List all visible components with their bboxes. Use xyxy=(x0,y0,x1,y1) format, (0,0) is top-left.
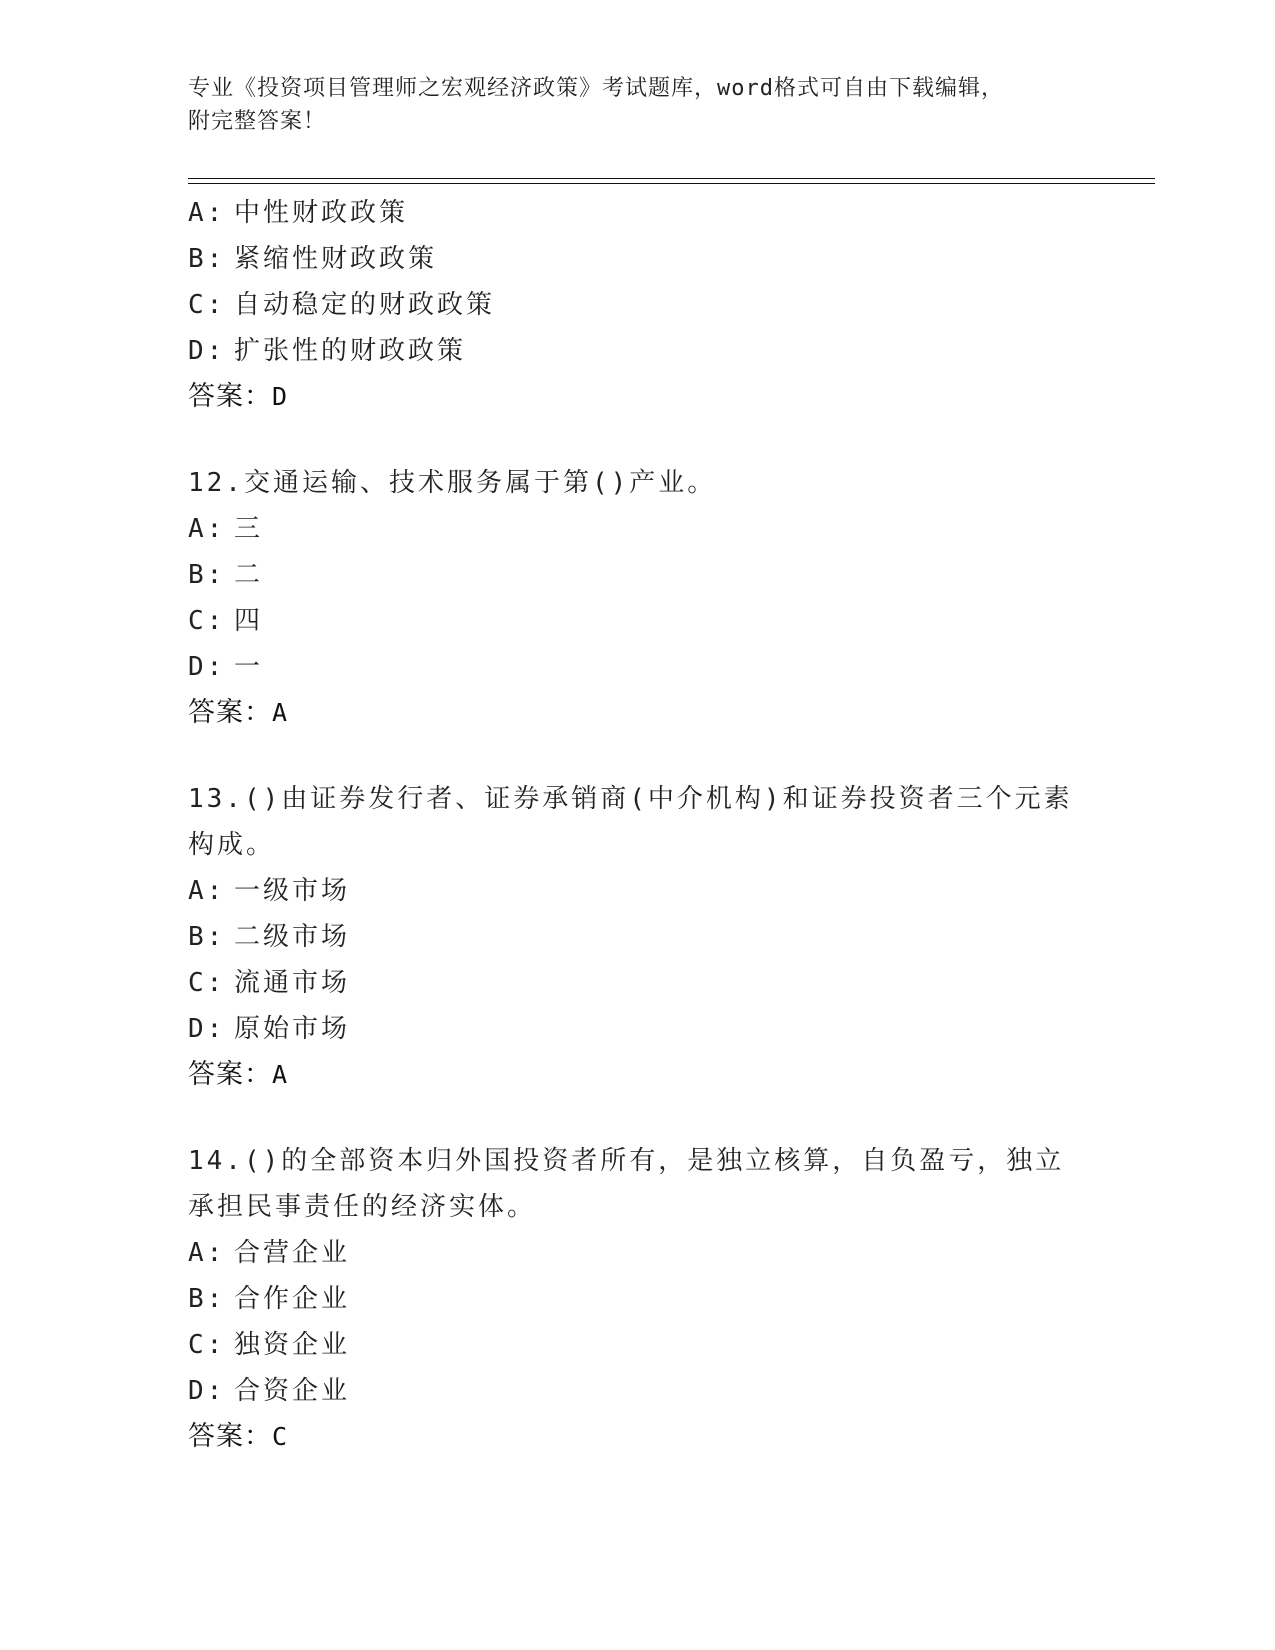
option-b xyxy=(188,552,1108,598)
answer-line xyxy=(188,1052,1108,1098)
answer-value: A xyxy=(272,698,289,727)
answer-value: C xyxy=(272,1422,289,1451)
header-divider-bottom xyxy=(188,183,1155,184)
answer-label: 答案： xyxy=(188,1421,272,1452)
question-block-13 xyxy=(188,776,1108,1098)
question-block-14 xyxy=(188,1138,1108,1460)
option-b xyxy=(188,914,1108,960)
document-header xyxy=(188,72,1088,138)
option-c xyxy=(188,1322,1108,1368)
option-text: 一 xyxy=(234,652,264,682)
question-block-11 xyxy=(188,190,1108,420)
option-a xyxy=(188,868,1108,914)
option-c xyxy=(188,598,1108,644)
option-label: C: xyxy=(188,290,226,320)
answer-label: 答案： xyxy=(188,1059,272,1090)
option-label: C: xyxy=(188,1330,226,1360)
option-label: D: xyxy=(188,652,226,682)
option-b xyxy=(188,1276,1108,1322)
option-text: 中性财政政策 xyxy=(234,198,409,228)
option-d xyxy=(188,328,1108,374)
answer-value: A xyxy=(272,1060,289,1089)
option-text: 二 xyxy=(234,560,264,590)
option-a xyxy=(188,190,1108,236)
option-text: 流通市场 xyxy=(234,968,351,998)
option-text: 三 xyxy=(234,514,264,544)
answer-line xyxy=(188,690,1108,736)
option-label: C: xyxy=(188,606,226,636)
option-label: A: xyxy=(188,1238,226,1268)
option-label: D: xyxy=(188,1014,226,1044)
header-line-1: 专业《投资项目管理师之宏观经济政策》考试题库，word格式可自由下载编辑， xyxy=(188,76,1004,101)
option-d xyxy=(188,644,1108,690)
option-label: D: xyxy=(188,1376,226,1406)
option-d xyxy=(188,1368,1108,1414)
option-label: A: xyxy=(188,876,226,906)
option-a xyxy=(188,506,1108,552)
option-text: 自动稳定的财政政策 xyxy=(234,290,496,320)
option-b xyxy=(188,236,1108,282)
question-text: 13.()由证券发行者、证券承销商(中介机构)和证券投资者三个元素构成。 xyxy=(188,784,1073,860)
header-line-2: 附完整答案！ xyxy=(188,109,327,134)
header-divider-top xyxy=(188,178,1155,179)
option-a xyxy=(188,1230,1108,1276)
option-text: 原始市场 xyxy=(234,1014,351,1044)
question-text: 12.交通运输、技术服务属于第()产业。 xyxy=(188,468,717,498)
option-label: A: xyxy=(188,514,226,544)
answer-line xyxy=(188,374,1108,420)
option-text: 扩张性的财政政策 xyxy=(234,336,467,366)
answer-line xyxy=(188,1414,1108,1460)
question-block-12 xyxy=(188,460,1108,736)
option-text: 紧缩性财政政策 xyxy=(234,244,438,274)
answer-value: D xyxy=(272,382,289,411)
question-text: 14.()的全部资本归外国投资者所有，是独立核算，自负盈亏，独立承担民事责任的经济实体。 xyxy=(188,1146,1065,1222)
option-label: D: xyxy=(188,336,226,366)
option-label: A: xyxy=(188,198,226,228)
option-text: 合作企业 xyxy=(234,1284,351,1314)
option-c xyxy=(188,282,1108,328)
question-list xyxy=(188,190,1108,1460)
option-label: B: xyxy=(188,922,226,952)
option-d xyxy=(188,1006,1108,1052)
option-text: 合资企业 xyxy=(234,1376,351,1406)
option-text: 二级市场 xyxy=(234,922,351,952)
option-c xyxy=(188,960,1108,1006)
option-label: B: xyxy=(188,244,226,274)
option-label: B: xyxy=(188,1284,226,1314)
answer-label: 答案： xyxy=(188,697,272,728)
option-text: 合营企业 xyxy=(234,1238,351,1268)
option-label: B: xyxy=(188,560,226,590)
option-text: 四 xyxy=(234,606,264,636)
option-text: 一级市场 xyxy=(234,876,351,906)
option-label: C: xyxy=(188,968,226,998)
option-text: 独资企业 xyxy=(234,1330,351,1360)
answer-label: 答案： xyxy=(188,381,272,412)
